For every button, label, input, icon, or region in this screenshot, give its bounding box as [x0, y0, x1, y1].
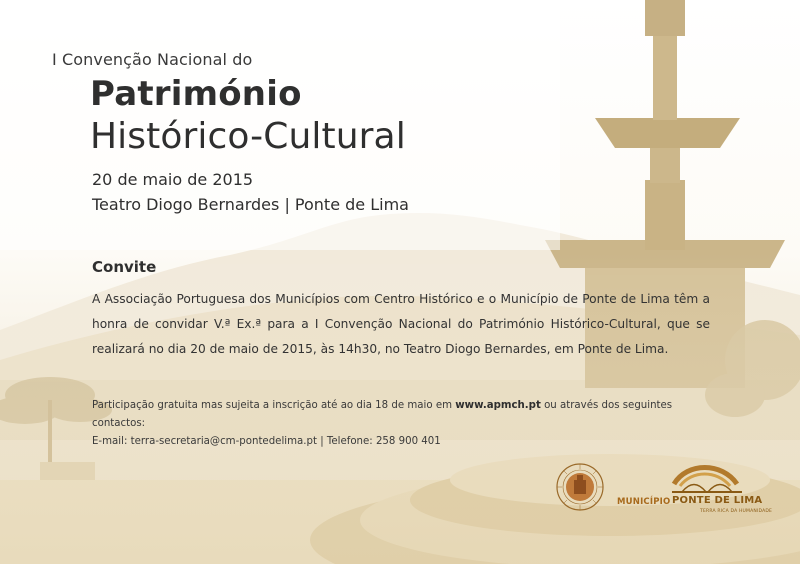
event-venue: Teatro Diogo Bernardes | Ponte de Lima	[92, 195, 409, 214]
registration-text-before: Participação gratuita mas sujeita a inscrição até ao dia 18 de maio em	[92, 400, 456, 411]
invite-body: A Associação Portuguesa dos Municípios com Centro Histórico e o Município de Ponte de Lima têm a honra de convidar V.ª Ex.ª para a I Convenção Nacional do Património Histórico-Cultural, que se realizará no dia 20 de maio de 2015, às 14h30, no Teatro Diogo Bernardes, em Ponte de Lima.	[92, 292, 710, 356]
event-title-line2: Histórico-Cultural	[90, 116, 406, 157]
registration-text-after: ou através dos seguintes contactos:	[92, 400, 673, 429]
invite-heading: Convite	[92, 258, 157, 276]
event-title-line1: Património	[90, 74, 302, 114]
apmch-seal-logo	[555, 462, 605, 512]
website-link[interactable]: www.apmch.pt	[455, 400, 541, 411]
municipio-label: MUNICÍPIO	[617, 497, 671, 507]
event-subtitle: I Convenção Nacional do	[52, 50, 253, 69]
contacts-line: E-mail: terra-secretaria@cm-pontedelima.pt | Telefone: 258 900 401	[92, 436, 441, 447]
event-date: 20 de maio de 2015	[92, 170, 254, 189]
registration-line	[92, 397, 722, 433]
registration-note	[92, 397, 722, 451]
ponte-de-lima-label: PONTE DE LIMA	[672, 495, 763, 506]
tagline-label: TERRA RICA DA HUMANIDADE	[700, 509, 773, 514]
